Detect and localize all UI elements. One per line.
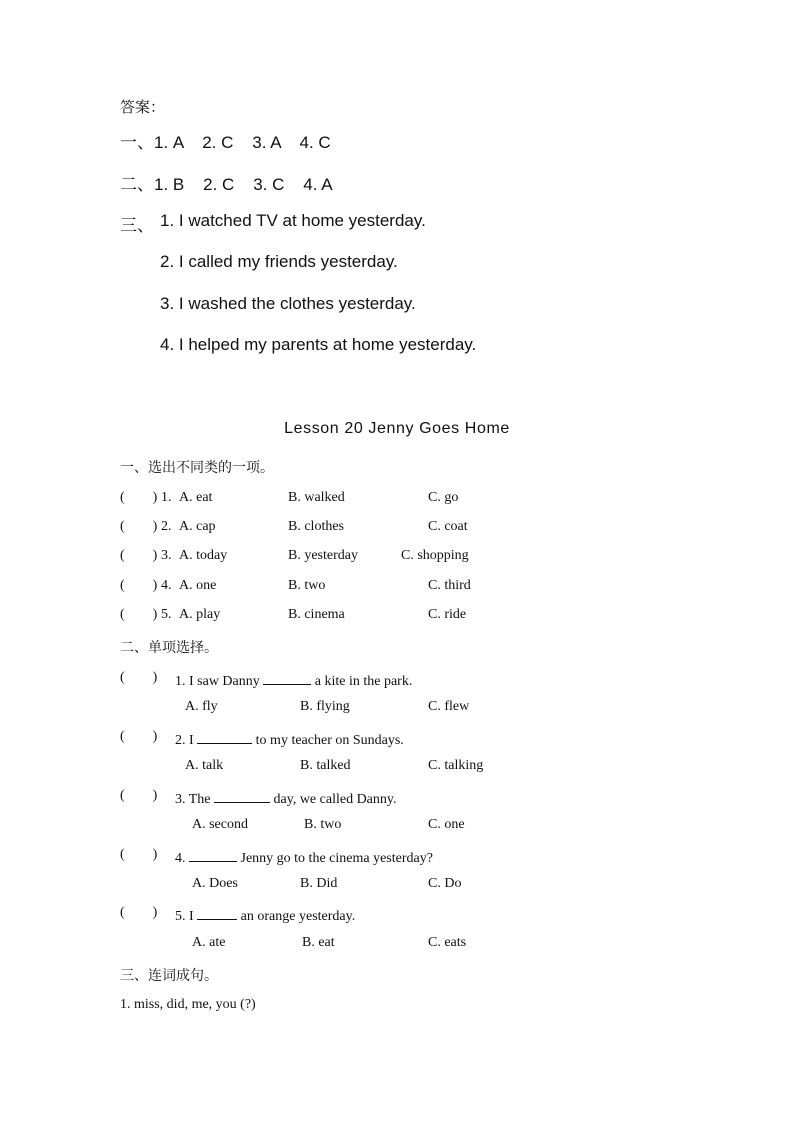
answers-part3-item: 2. I called my friends yesterday.	[160, 252, 398, 271]
stem-after: day, we called Danny.	[270, 792, 397, 807]
question-number: 4.	[175, 851, 186, 866]
question-stem	[175, 729, 404, 749]
section3-item: 1. miss, did, me, you (?)	[120, 997, 256, 1012]
answers-part3-item: 3. I washed the clothes yesterday.	[160, 294, 416, 313]
stem-after: a kite in the park.	[311, 674, 413, 689]
answer-paren: ( )	[120, 607, 158, 622]
option-a: A. talk	[185, 758, 224, 773]
stem-after: Jenny go to the cinema yesterday?	[237, 851, 433, 866]
option-b: B. clothes	[288, 519, 344, 534]
option-a: A. fly	[185, 699, 218, 714]
option-a: A. eat	[179, 490, 213, 505]
option-b: B. talked	[300, 758, 351, 773]
option-c: C. coat	[428, 519, 468, 534]
option-a: A. cap	[179, 519, 216, 534]
option-b: B. two	[304, 817, 342, 832]
option-a: A. one	[179, 578, 217, 593]
question-number: 1.	[161, 490, 172, 505]
stem-before: The	[188, 792, 215, 807]
option-c: C. one	[428, 817, 465, 832]
question-stem	[175, 788, 396, 808]
option-b: B. two	[288, 578, 326, 593]
option-c: C. eats	[428, 935, 467, 950]
answers-heading: 答案：	[120, 99, 166, 116]
question-number: 3.	[161, 548, 172, 563]
answer-paren: ( )	[120, 788, 158, 803]
answer-blank	[197, 905, 237, 920]
option-c: C. Do	[428, 876, 462, 891]
option-c: C. talking	[428, 758, 484, 773]
option-a: A. today	[179, 548, 228, 563]
answer-paren: ( )	[120, 578, 158, 593]
section3-heading: 三、连词成句。	[120, 967, 218, 983]
answer-paren: ( )	[120, 905, 158, 920]
question-number: 5.	[161, 607, 172, 622]
answer-paren: ( )	[120, 847, 158, 862]
question-number: 5.	[175, 909, 186, 924]
option-a: A. second	[192, 817, 248, 832]
answer-paren: ( )	[120, 548, 158, 563]
stem-before: I	[189, 733, 198, 748]
question-stem	[175, 670, 412, 690]
lesson-title: Lesson 20 Jenny Goes Home	[284, 420, 510, 437]
option-b: B. eat	[302, 935, 335, 950]
stem-after: to my teacher on Sundays.	[252, 733, 404, 748]
answers-part1: 一、1. A 2. C 3. A 4. C	[120, 133, 331, 152]
question-number: 4.	[161, 578, 172, 593]
answers-part3-prefix: 三、	[120, 216, 154, 235]
question-number: 2.	[175, 733, 186, 748]
answer-blank	[189, 847, 237, 862]
answers-part2: 二、1. B 2. C 3. C 4. A	[120, 175, 333, 194]
section1-heading: 一、选出不同类的一项。	[120, 459, 274, 475]
option-b: B. cinema	[288, 607, 345, 622]
answer-paren: ( )	[120, 729, 158, 744]
option-a: A. Does	[192, 876, 238, 891]
option-b: B. walked	[288, 490, 345, 505]
option-b: B. yesterday	[288, 548, 358, 563]
question-number: 3.	[175, 792, 186, 807]
option-a: A. ate	[192, 935, 226, 950]
section2-heading: 二、单项选择。	[120, 639, 218, 655]
stem-before: I	[189, 909, 198, 924]
option-b: B. flying	[300, 699, 350, 714]
option-c: C. third	[428, 578, 471, 593]
question-stem	[175, 847, 433, 867]
answer-blank	[214, 788, 270, 803]
stem-after: an orange yesterday.	[237, 909, 356, 924]
answers-part3-item: 1. I watched TV at home yesterday.	[160, 211, 426, 230]
answer-paren: ( )	[120, 670, 158, 685]
option-b: B. Did	[300, 876, 338, 891]
option-c: C. flew	[428, 699, 470, 714]
question-number: 1.	[175, 674, 186, 689]
option-c: C. shopping	[401, 548, 469, 563]
question-stem	[175, 905, 355, 925]
option-a: A. play	[179, 607, 221, 622]
question-number: 2.	[161, 519, 172, 534]
option-c: C. ride	[428, 607, 467, 622]
answer-blank	[197, 729, 252, 744]
answer-paren: ( )	[120, 519, 158, 534]
answers-part3-item: 4. I helped my parents at home yesterday.	[160, 335, 477, 354]
answer-blank	[263, 670, 311, 685]
answer-paren: ( )	[120, 490, 158, 505]
option-c: C. go	[428, 490, 459, 505]
stem-before: I saw Danny	[189, 674, 264, 689]
